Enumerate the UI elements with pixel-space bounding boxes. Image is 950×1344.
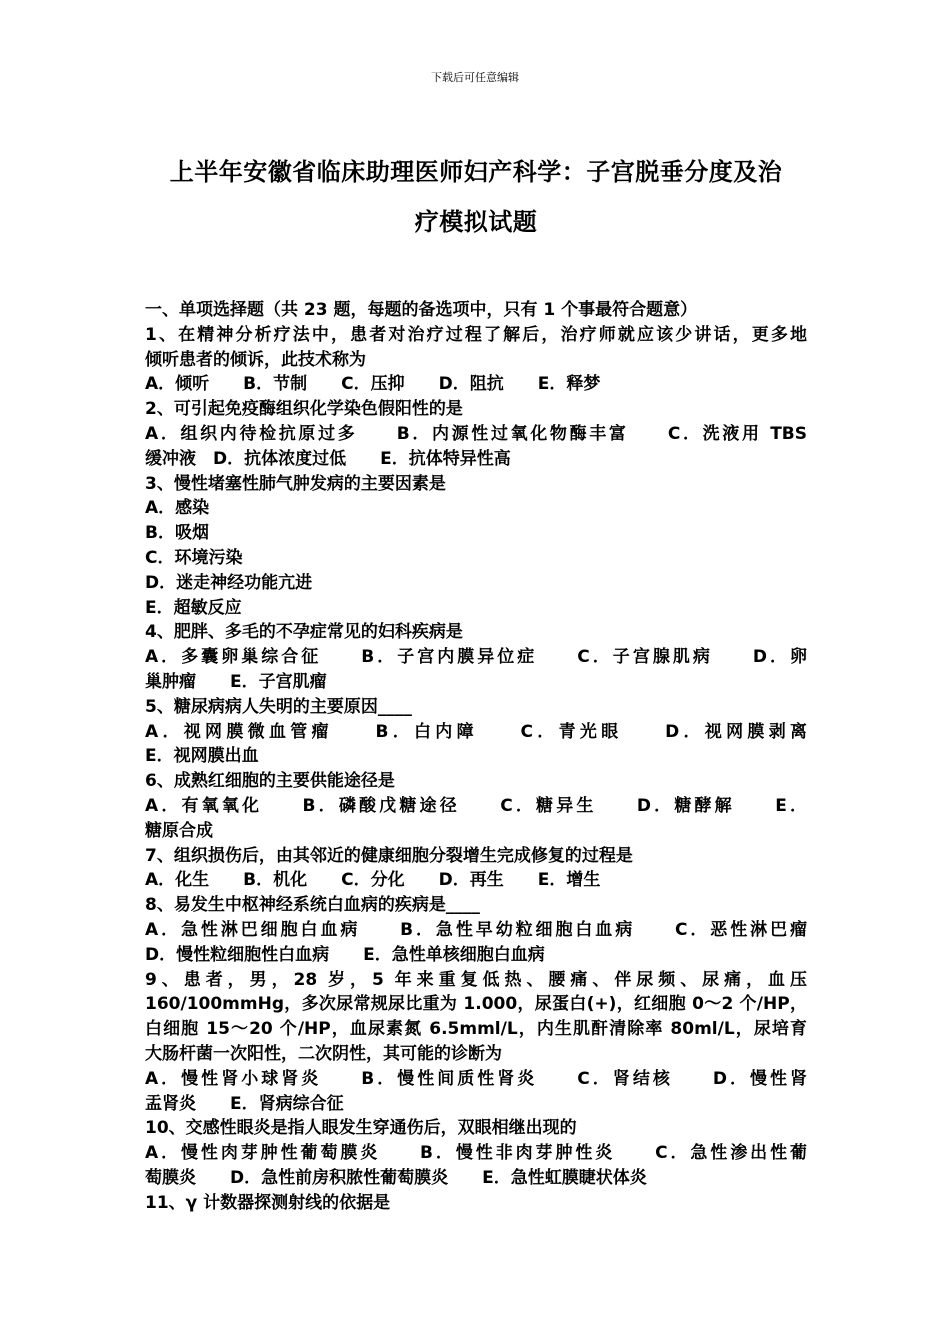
title-line-2: 疗模拟试题 — [414, 208, 538, 236]
text-line: 6、成熟红细胞的主要供能途径是 — [145, 771, 395, 792]
text-line: 7、组织损伤后，由其邻近的健康细胞分裂增生完成修复的过程是 — [145, 845, 633, 866]
text-line: A．慢性肉芽肿性葡萄膜炎 B．慢性非肉芽肿性炎 C．急性渗出性葡 — [145, 1143, 807, 1164]
text-line: A．急性淋巴细胞白血病 B．急性早幼粒细胞白血病 C．恶性淋巴瘤 — [145, 919, 807, 940]
text-line: A．有氧氧化 B．磷酸戊糖途径 C．糖异生 D．糖酵解 E． — [145, 795, 807, 816]
document-title — [145, 147, 807, 247]
header-note: 下载后可任意编辑 — [431, 71, 519, 84]
text-line: A．视网膜微血管瘤 B．白内障 C．青光眼 D．视网膜剥离 — [145, 721, 807, 742]
text-line: 10、交感性眼炎是指人眼发生穿通伤后，双眼相继出现的 — [145, 1118, 577, 1139]
section-heading: 一、单项选择题（共 23 题，每题的备选项中，只有 1 个事最符合题意） — [145, 300, 698, 320]
text-line: A．感染 — [145, 498, 210, 519]
text-line: 4、肥胖、多毛的不孕症常见的妇科疾病是 — [145, 622, 463, 643]
text-line: 巢肿瘤 E．子宫肌瘤 — [145, 671, 327, 692]
text-line: D．迷走神经功能亢进 — [145, 572, 313, 593]
text-line: 1、在精神分析疗法中，患者对治疗过程了解后，治疗师就应该少讲话，更多地 — [145, 324, 807, 345]
text-line: 160/100mmHg，多次尿常规尿比重为 1.000，尿蛋白(+)，红细胞 0～2 个/HP， — [145, 994, 807, 1015]
text-line: 5、糖尿病病人失明的主要原因____ — [145, 696, 412, 717]
text-line: 8、易发生中枢神经系统白血病的疾病是____ — [145, 895, 480, 916]
text-line: 盂肾炎 E．肾病综合征 — [145, 1093, 344, 1114]
title-line-1: 上半年安徽省临床助理医师妇产科学：子宫脱垂分度及治 — [169, 158, 783, 186]
text-line: 11、γ 计数器探测射线的依据是 — [145, 1192, 391, 1213]
text-line: E．视网膜出血 — [145, 746, 259, 767]
text-line: 糖原合成 — [145, 820, 213, 841]
text-line: 3、慢性堵塞性肺气肿发病的主要因素是 — [145, 473, 446, 494]
text-line: 倾听患者的倾诉，此技术称为 — [145, 349, 366, 370]
text-line: 2、可引起免疫酶组织化学染色假阳性的是 — [145, 399, 463, 420]
question-body — [145, 298, 807, 1215]
text-line: 白细胞 15～20 个/HP，血尿素氮 6.5mml/L，内生肌酐清除率 80ml/L，尿培育 — [145, 1019, 807, 1040]
text-line: E．超敏反应 — [145, 597, 242, 618]
text-line: A．组织内待检抗原过多 B．内源性过氧化物酶丰富 C．洗液用 TBS — [145, 423, 807, 444]
text-line: C．环境污染 — [145, 547, 243, 568]
text-line: A．化生 B．机化 C．分化 D．再生 E．增生 — [145, 870, 601, 891]
text-line: B．吸烟 — [145, 523, 209, 544]
text-line: A．倾听 B．节制 C．压抑 D．阻抗 E．释梦 — [145, 374, 601, 395]
text-line: 大肠杆菌一次阳性，二次阴性，其可能的诊断为 — [145, 1043, 502, 1064]
text-line: 9、患者，男，28 岁，5 年来重复低热、腰痛、伴尿频、尿痛，血压 — [145, 969, 807, 990]
text-line: A．慢性肾小球肾炎 B．慢性间质性肾炎 C．肾结核 D．慢性肾 — [145, 1068, 807, 1089]
text-line: 萄膜炎 D．急性前房积脓性葡萄膜炎 E．急性虹膜睫状体炎 — [145, 1167, 647, 1188]
text-line: D．慢性粒细胞性白血病 E．急性单核细胞白血病 — [145, 944, 545, 965]
text-line: 缓冲液 D．抗体浓度过低 E．抗体特异性高 — [145, 448, 511, 469]
text-line: A．多囊卵巢综合征 B．子宫内膜异位症 C．子宫腺肌病 D．卵 — [145, 647, 807, 668]
